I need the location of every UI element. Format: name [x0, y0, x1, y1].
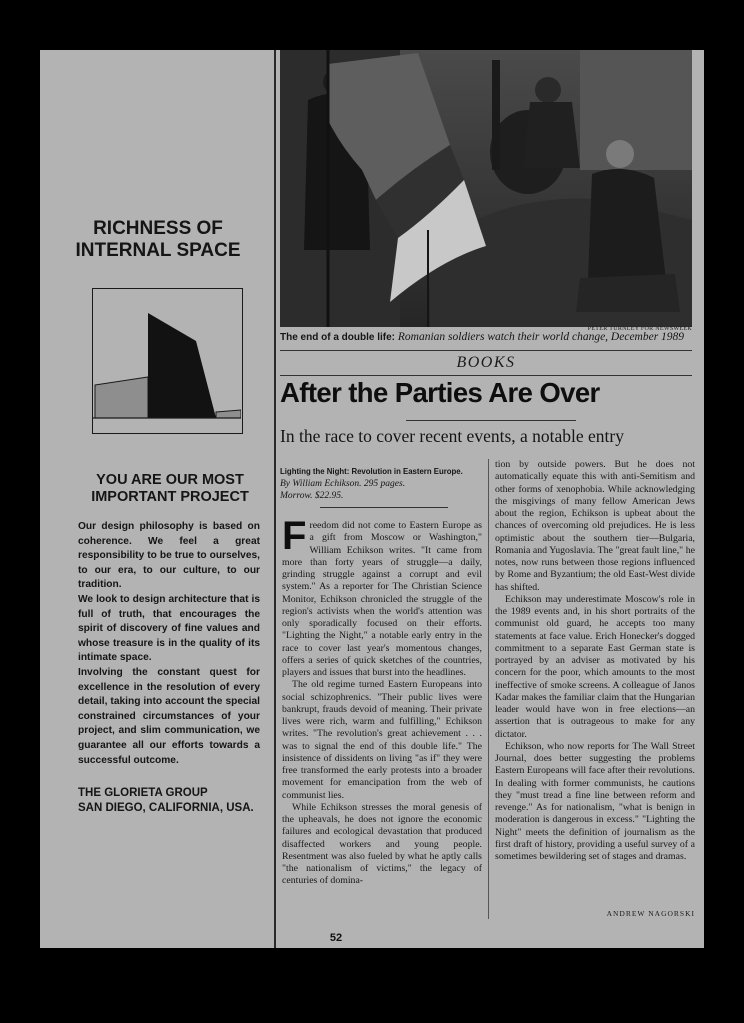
caption-text: Romanian soldiers watch their world change, December 1989: [397, 331, 685, 343]
article-paragraph: While Echikson stresses the moral genesis of the upheavals, he does not ignore the economic failures and ecological devastation that produced disaffected workers and young people. Resentment was also fueled by what he aptly calls "the nationalism of victims," the legacy of centuries of domina-: [282, 801, 482, 887]
article-paragraph: The old regime turned Eastern Europeans into social schizophrenics. "Their public lives were bankrupt, frauds devoid of meaning. Their private lives were rich, warm and fulfilling," Echikson writes. "The revolution's great achievement . . . was to signal the end of this double life." The insistence of dissidents on living "as if" they were free transformed the early protests into a broader movement for emancipation from the web of communist lies.: [282, 679, 482, 801]
book-publisher: Morrow. $22.95.: [280, 491, 344, 501]
ad-signature: THE GLORIETA GROUP SAN DIEGO, CALIFORNIA, USA.: [78, 787, 254, 814]
rule: [406, 420, 576, 421]
deck: In the race to cover recent events, a notable entry: [280, 426, 624, 446]
headline: After the Parties Are Over: [280, 377, 600, 408]
soldiers-with-flag-photo: [280, 50, 692, 327]
architecture-logo-icon: [92, 288, 243, 434]
ad-body: [78, 520, 260, 768]
author-signature: ANDREW NAGORSKI: [606, 909, 695, 918]
ad-title: RICHNESS OF INTERNAL SPACE: [75, 218, 241, 261]
page-number: 52: [329, 932, 343, 944]
article-column-1: [282, 514, 482, 888]
article-paragraph: Echikson may underestimate Moscow's role in the 1989 events and, in his short portraits of the communist old guard, he accepts too many statements at face value. Erich Honecker's dogged commitment to a separate East German state is portrayed by an adviser as motivated by his concern for the poor, which amounts to the most ineffective of smoke screens. A colleague of Janos Kadar makes the familiar claim that the Hungarian leader would have won in free elections—an assertion that is outrageous to make for any dictator.: [495, 593, 695, 740]
book-author: By William Echikson. 295 pages.: [280, 479, 406, 489]
article-paragraph: Echikson, who now reports for The Wall Street Journal, does better suggesting the problems Eastern Europeans will face after their revolutions. In dealing with former communists, he cautions they "must tread a fine line between reform and revenge." As for nationalism, "what is benign in moderation is dangerous in excess." "Lighting the Night" meets the definition of journalism as the first draft of history, providing a useful survey of a sometimes bewildering set of stages and dramas.: [495, 740, 695, 862]
ad-paragraph: Our design philosophy is based on coherence. We feel a great responsibility to be true to ourselves, to our era, to our culture, to our tradition.: [78, 521, 260, 591]
magazine-page: [40, 50, 704, 948]
rule: [280, 375, 692, 376]
column-divider: [274, 50, 276, 948]
article-paragraph: tion by outside powers. But he does not automatically equate this with anti-Semitism and other forms of xenophobia. While acknowledging the misgivings of many fellow American Jews about the region, Echikson is upbeat about the chances of overcoming old prejudices. He is less optimistic about the southern tier—Bulgaria, Romania and Yugoslavia. The "great fault line," he notes, now runs between those regions influenced by Rome and Byzantium; the old East-West divide has shifted.: [495, 459, 695, 593]
book-info: [280, 466, 480, 502]
photo-credit: PETER TURNLEY FOR NEWSWEEK: [587, 326, 692, 332]
article-paragraph: Freedom did not come to Eastern Europe as a gift from Moscow or Washington," William Echikson writes. "It came from more than forty years of struggle—a daily, grinding struggle against a corrupt and evil system." As a reporter for The Christian Science Monitor, Echikson chronicled the struggle of the region's activists when the world's attention was only sporadically focused on their efforts. "Lighting the Night," a notable early entry in the race to cover last year's momentous changes, offers a series of quick sketches of the countries, players and issues that burst into the headlines.: [282, 514, 482, 678]
article-column-2: [495, 459, 695, 863]
book-title: Lighting the Night: Revolution in Eastern Europe.: [280, 467, 463, 476]
section-label: BOOKS: [456, 354, 516, 371]
rule: [280, 350, 692, 351]
ad-paragraph: Involving the constant quest for excellence in the resolution of every detail, taking into account the special constrained circumstances of your project, and slim communication, we guarantee all our efforts towards a successful outcome.: [78, 666, 260, 766]
drop-cap: F: [282, 514, 307, 558]
caption-lead: The end of a double life:: [280, 332, 395, 343]
photo-caption: [280, 331, 700, 343]
ad-subtitle: YOU ARE OUR MOST IMPORTANT PROJECT: [91, 472, 249, 505]
column-separator: [488, 459, 489, 919]
ad-paragraph: We look to design architecture that is full of truth, that encourages the spirit of discovery of fine values and whose treasure is in the quality of its intimate space.: [78, 593, 260, 664]
rule: [320, 507, 448, 508]
